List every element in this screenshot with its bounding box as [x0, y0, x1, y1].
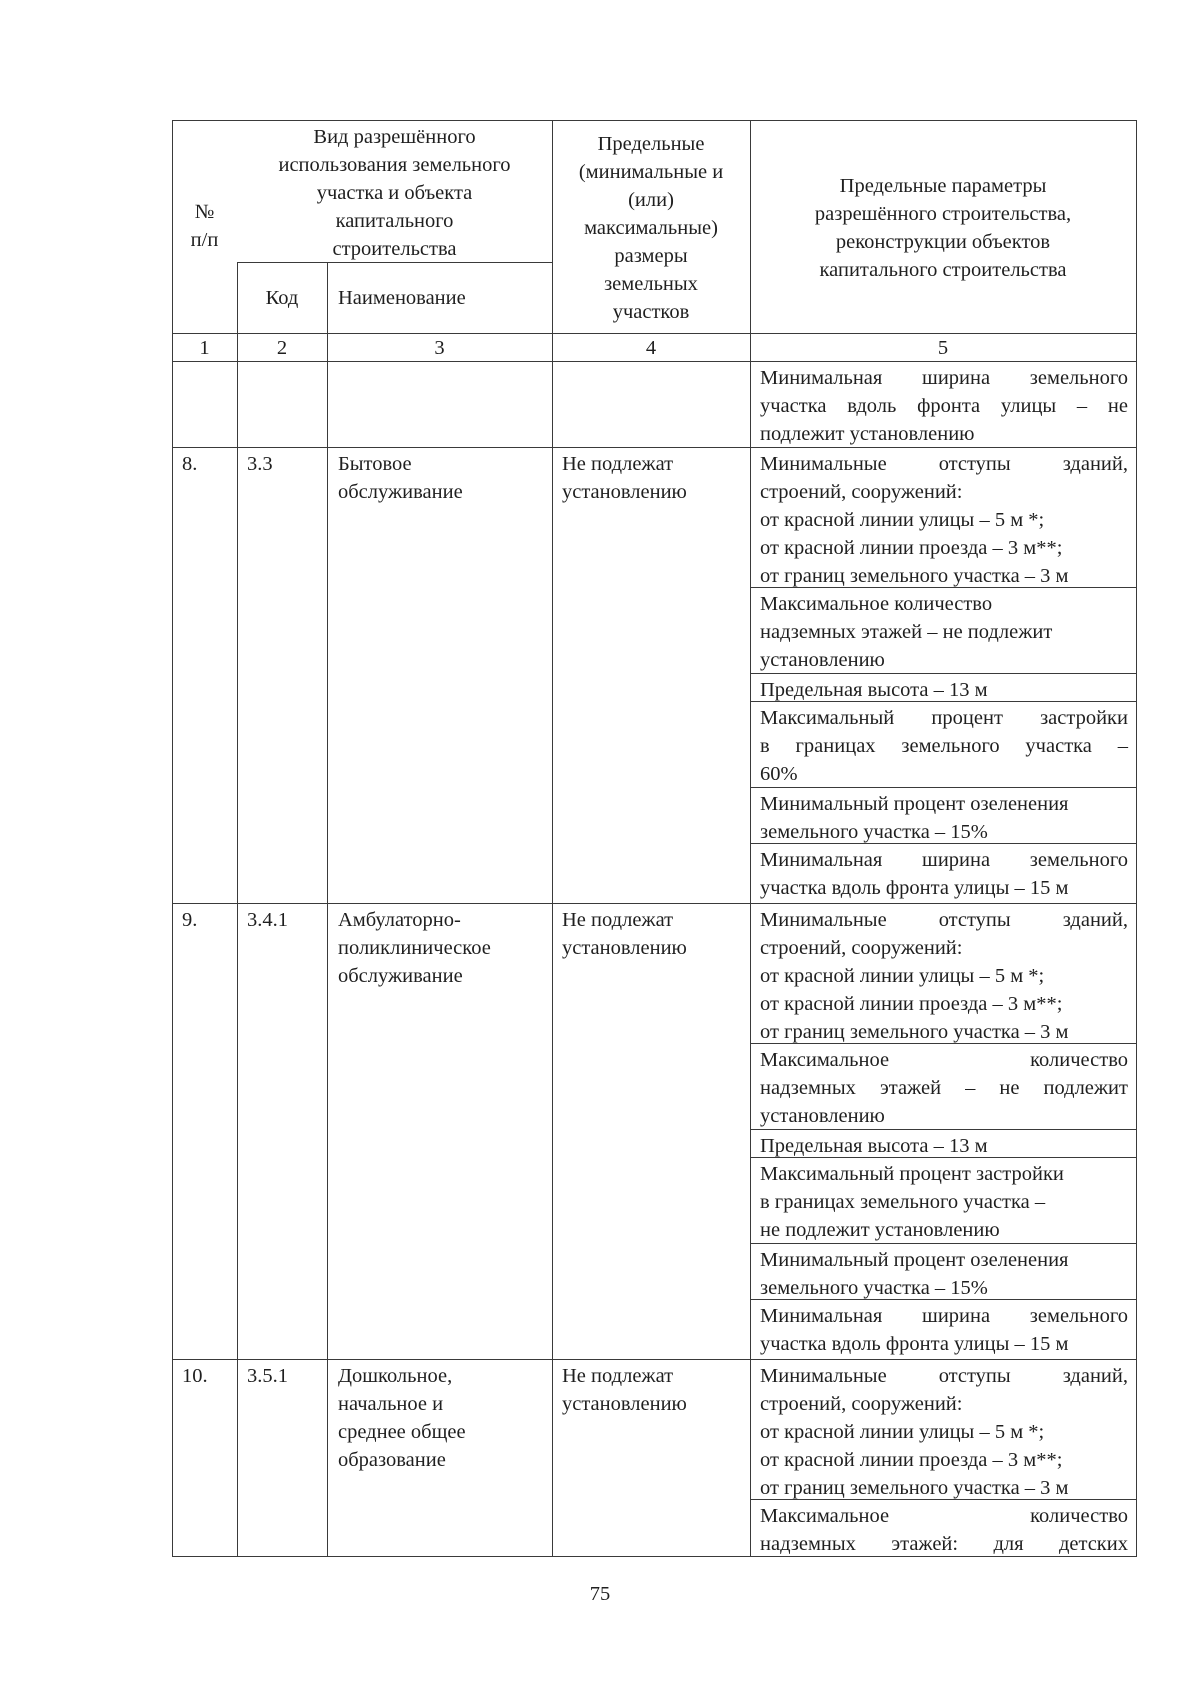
header-sizes-line: (или) [628, 189, 674, 211]
size-line: Не подлежат [562, 909, 674, 931]
param-line: земельного участка – 15% [760, 1277, 988, 1299]
row-10-size [562, 1362, 687, 1418]
header-sizes-line: размеры [614, 245, 688, 267]
param-line: Предельная высота – 13 м [760, 679, 988, 701]
row-10-param-setbacks [760, 1362, 1128, 1502]
header-sizes-line: (минимальные и [578, 161, 724, 183]
header-params-line: разрешённого строительства, [814, 203, 1072, 225]
row-8-param-floors [760, 590, 1128, 674]
header-sizes-line: Предельные [597, 133, 705, 155]
row-10-param-floors [760, 1502, 1128, 1558]
param-line: Максимальный процент застройки [760, 1163, 1064, 1185]
param-line: от красной линии улицы – 5 м *; [760, 509, 1045, 531]
param-line: от красной линии проезда – 3 м**; [760, 993, 1063, 1015]
size-line: Не подлежат [562, 1365, 674, 1387]
param-line: Максимальное количество [760, 593, 993, 615]
param-line: надземных этажей: для детских [760, 1533, 1128, 1555]
col-divider-2 [327, 262, 328, 1557]
param-line: не подлежит установлению [760, 1219, 1000, 1241]
row-8-param-greening [760, 790, 1128, 846]
header-name: Наименование [338, 287, 466, 309]
col-divider-1 [237, 262, 238, 1557]
param-line: от границ земельного участка – 3 м [760, 1477, 1069, 1499]
row-9-size [562, 906, 687, 962]
header-use-line: использования земельного [278, 154, 511, 176]
name-line: образование [338, 1449, 446, 1471]
param-line: Минимальная ширина земельного [760, 1305, 1128, 1327]
param-line: в границах земельного участка – [760, 735, 1128, 757]
size-line: установлению [562, 481, 687, 503]
row-8-param-height [760, 676, 1128, 704]
row-10-num: 10. [182, 1365, 208, 1387]
param-line: участка вдоль фронта улицы – 15 м [760, 877, 1069, 899]
header-sizes-line: участков [612, 301, 690, 323]
param-line: строений, сооружений: [760, 481, 963, 503]
param-line: надземных этажей – не подлежит [760, 621, 1053, 643]
row-9-param-width [760, 1302, 1128, 1358]
col-number-5: 5 [937, 337, 949, 359]
header-params-line: капитального строительства [819, 259, 1067, 281]
name-line: обслуживание [338, 481, 463, 503]
param-line: установлению [760, 1105, 885, 1127]
name-line: обслуживание [338, 965, 463, 987]
param-line: от красной линии проезда – 3 м**; [760, 1449, 1063, 1471]
param-line: установлению [760, 649, 885, 671]
param-line: от красной линии улицы – 5 м *; [760, 1421, 1045, 1443]
name-line: Амбулаторно- [338, 909, 461, 931]
row-9-param-setbacks [760, 906, 1128, 1046]
continuation-cell [760, 364, 1128, 448]
param-line: Максимальный процент застройки [760, 707, 1128, 729]
row-9-param-coverage [760, 1160, 1128, 1244]
header-use-line: капитального [335, 210, 454, 232]
row-9-code: 3.4.1 [247, 909, 288, 931]
row-8-param-setbacks [760, 450, 1128, 590]
name-line: начальное и [338, 1393, 444, 1415]
page-number: 75 [589, 1583, 611, 1605]
param-line: строений, сооружений: [760, 937, 963, 959]
param-line: Минимальные отступы зданий, [760, 453, 1128, 475]
param-line: в границах земельного участка – [760, 1191, 1046, 1213]
header-num-line: п/п [190, 229, 219, 251]
header-num [172, 198, 237, 254]
header-params-line: реконструкции объектов [835, 231, 1051, 253]
row-8-param-coverage [760, 704, 1128, 788]
name-line: поликлиническое [338, 937, 491, 959]
row-10-name [338, 1362, 466, 1474]
row-10-code: 3.5.1 [247, 1365, 288, 1387]
row-9-param-height [760, 1132, 1128, 1160]
param-line: Максимальное количество [760, 1049, 1128, 1071]
name-line: среднее общее [338, 1421, 466, 1443]
param-line: Минимальный процент озеленения [760, 1249, 1069, 1271]
name-line: Бытовое [338, 453, 412, 475]
size-line: Не подлежат [562, 453, 674, 475]
param-line: надземных этажей – не подлежит [760, 1077, 1128, 1099]
param-line: 60% [760, 763, 798, 785]
header-code: Код [265, 287, 299, 309]
param-line: Минимальная ширина земельного [760, 849, 1128, 871]
row-divider-10 [172, 1359, 1137, 1360]
table-border-right [1136, 120, 1137, 1557]
col-number-2: 2 [276, 337, 288, 359]
header-use-line: Вид разрешённого [313, 126, 476, 148]
col-number-3: 3 [434, 337, 445, 359]
header-use-line: строительства [332, 238, 457, 260]
header-params-line: Предельные параметры [839, 175, 1047, 197]
col-number-4: 4 [645, 337, 657, 359]
header-num-line: № [194, 201, 215, 223]
header-use-line: участка и объекта [316, 182, 473, 204]
param-line: от границ земельного участка – 3 м [760, 1021, 1069, 1043]
row-8-param-width [760, 846, 1128, 902]
col-number-1: 1 [199, 337, 210, 359]
row-9-param-greening [760, 1246, 1128, 1302]
param-line: участка вдоль фронта улицы – не [760, 395, 1128, 417]
row-9-param-floors [760, 1046, 1128, 1130]
param-line: Минимальный процент озеленения [760, 793, 1069, 815]
param-line: Минимальные отступы зданий, [760, 909, 1128, 931]
row-8-code: 3.3 [247, 453, 273, 475]
param-line: от красной линии улицы – 5 м *; [760, 965, 1045, 987]
header-sizes [552, 130, 750, 326]
header-params [750, 172, 1136, 284]
param-line: подлежит установлению [760, 423, 975, 445]
param-line: Предельная высота – 13 м [760, 1135, 988, 1157]
param-line: строений, сооружений: [760, 1393, 963, 1415]
header-use-group [237, 123, 552, 263]
param-line: земельного участка – 15% [760, 821, 988, 843]
param-line: Минимальные отступы зданий, [760, 1365, 1128, 1387]
row-9-name [338, 906, 491, 990]
param-line: участка вдоль фронта улицы – 15 м [760, 1333, 1069, 1355]
name-line: Дошкольное, [338, 1365, 453, 1387]
param-line: Максимальное количество [760, 1505, 1128, 1527]
header-sizes-line: максимальные) [584, 217, 718, 239]
row-9-num: 9. [182, 909, 198, 931]
size-line: установлению [562, 937, 687, 959]
row-8-name [338, 450, 463, 506]
param-line: от красной линии проезда – 3 м**; [760, 537, 1063, 559]
size-line: установлению [562, 1393, 687, 1415]
param-line: Минимальная ширина земельного [760, 367, 1128, 389]
row-8-num: 8. [182, 453, 198, 475]
row-divider-9 [172, 903, 1137, 904]
header-sizes-line: земельных [604, 273, 698, 295]
table-border-top [172, 120, 1137, 121]
row-8-size [562, 450, 687, 506]
param-line: от границ земельного участка – 3 м [760, 565, 1069, 587]
